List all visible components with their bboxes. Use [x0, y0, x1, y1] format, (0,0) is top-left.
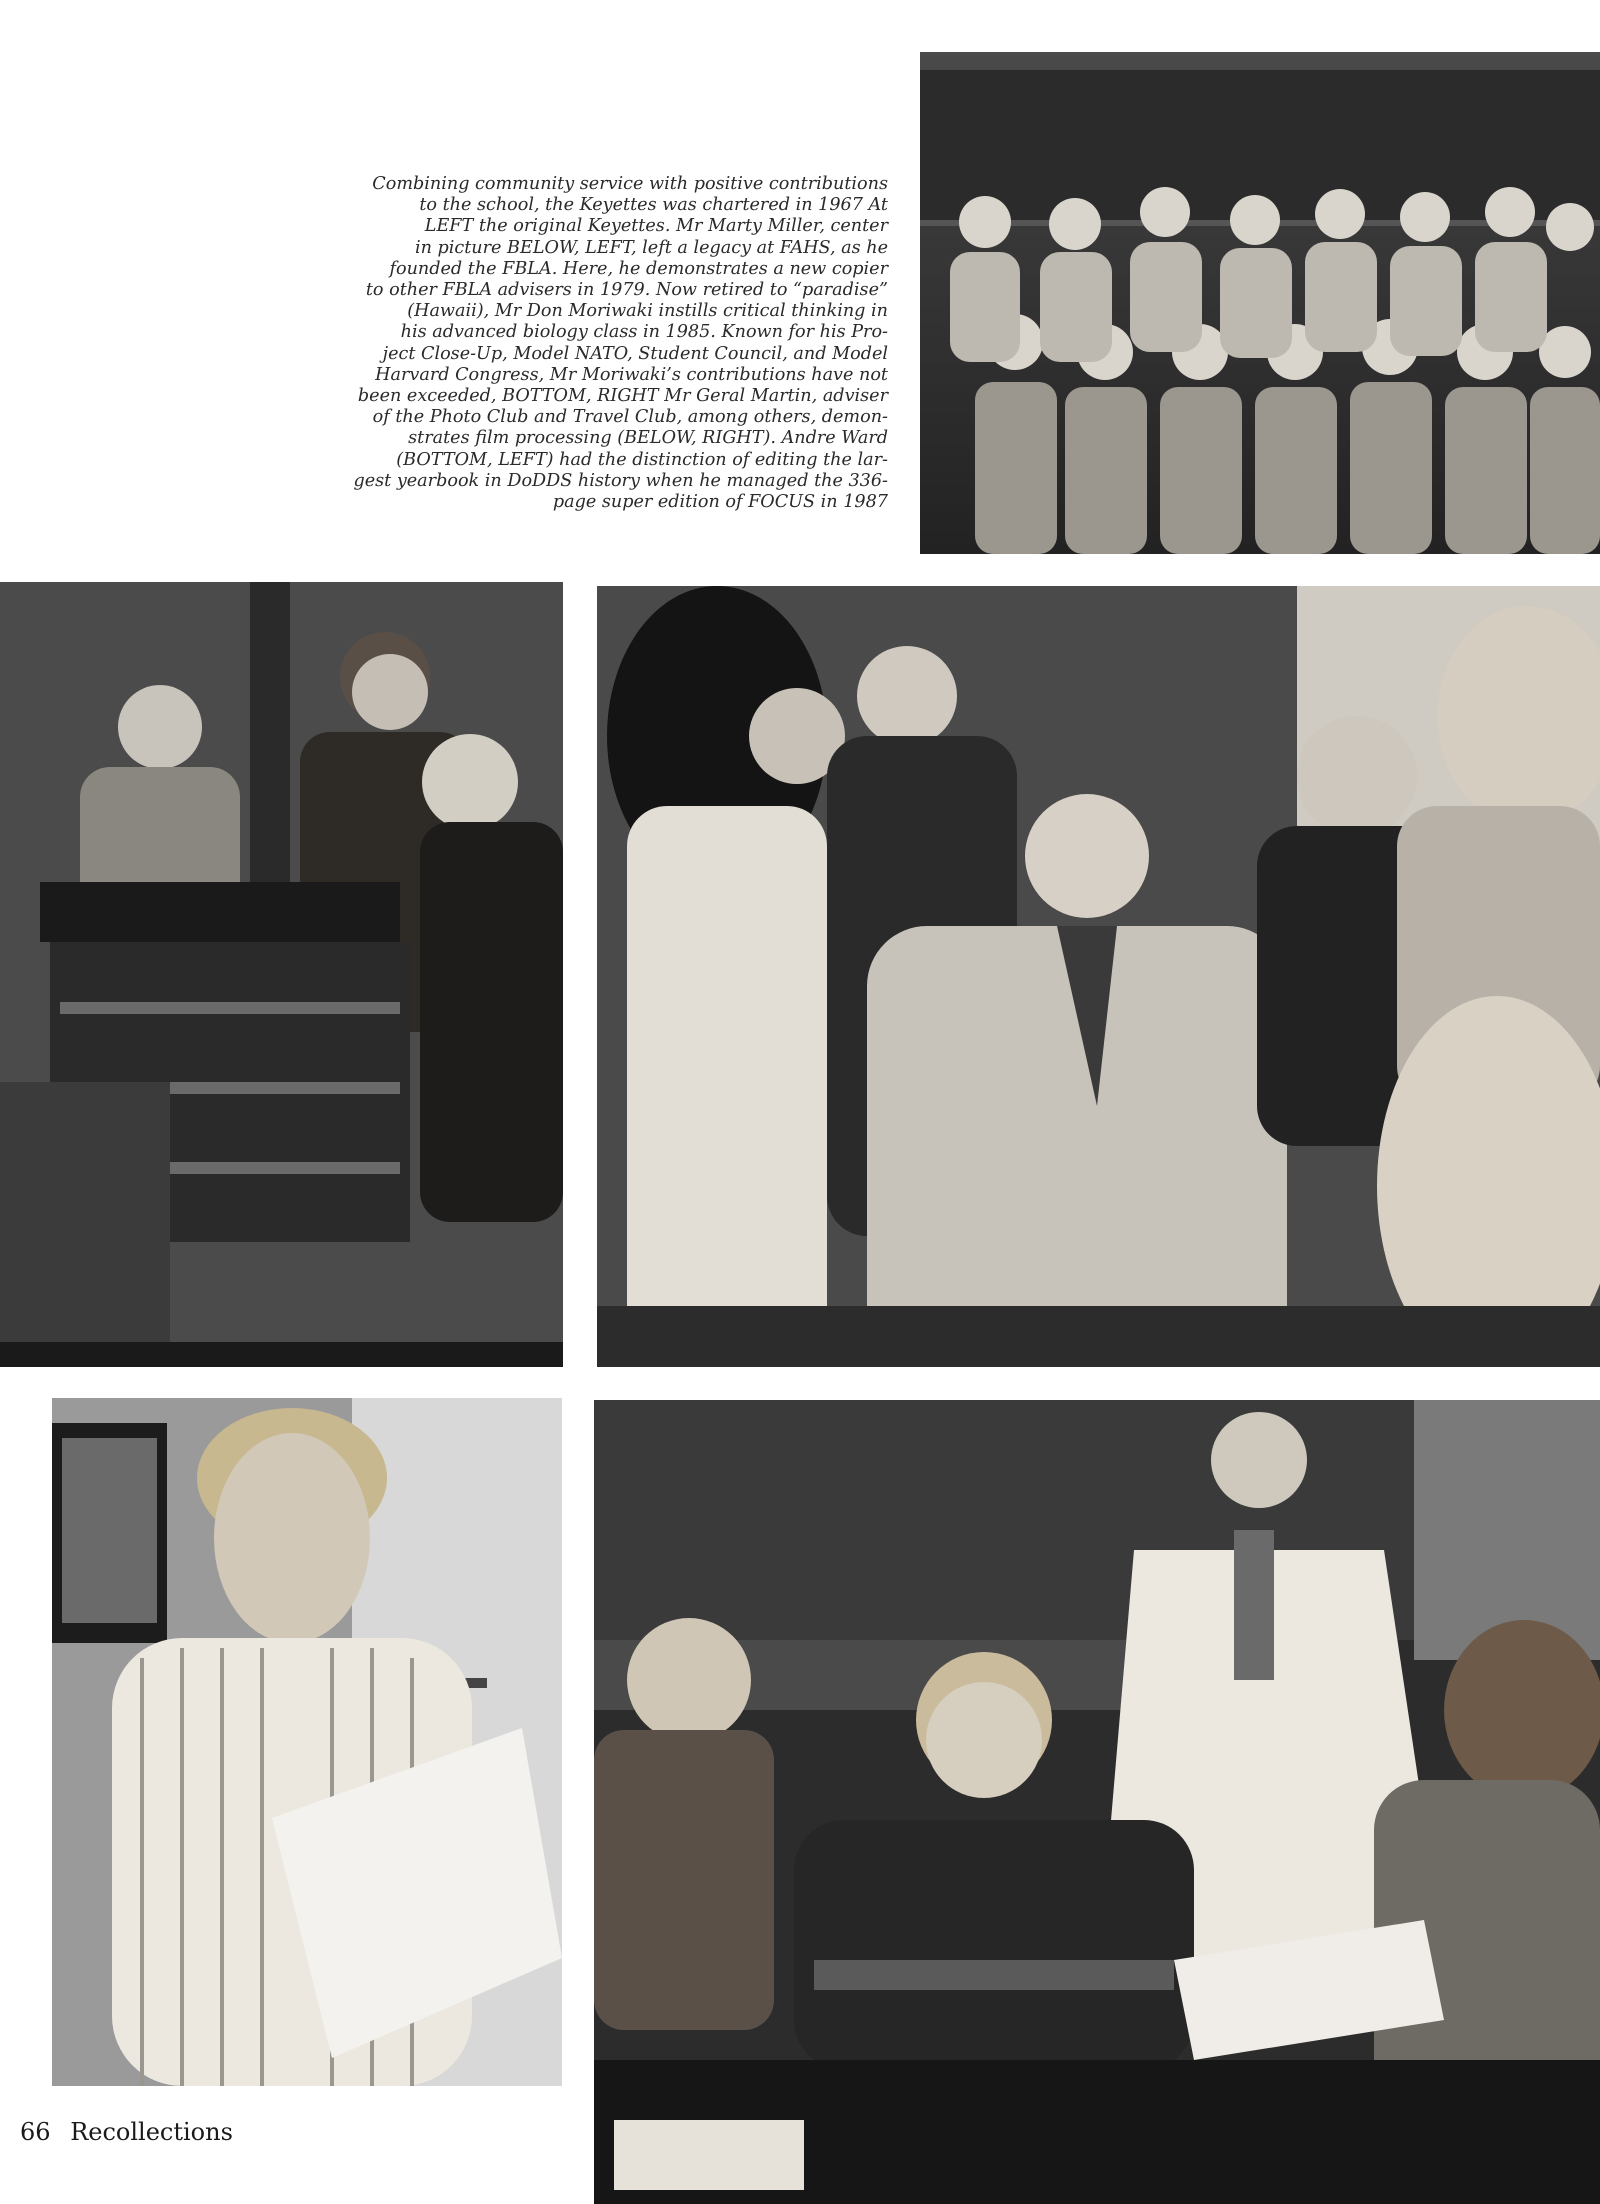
group-figures [920, 52, 1600, 554]
copier-demonstration-photo [0, 582, 563, 1367]
caption-line: strates film processing (BELOW, RIGHT). Andre Ward [408, 428, 888, 449]
caption-line: been exceeded, BOTTOM, RIGHT Mr Geral Martin, adviser [357, 386, 888, 407]
photo-caption [280, 174, 888, 513]
caption-line: page super edition of FOCUS in 1987 [552, 492, 888, 513]
film-processing-photo [597, 586, 1600, 1367]
caption-line: Combining community service with positive contributions [372, 174, 888, 194]
page-number: 66 [20, 2118, 51, 2146]
caption-line: gest yearbook in DoDDS history when he managed the 336- [353, 470, 888, 491]
section-title: Recollections [70, 2118, 233, 2146]
keyettes-group-photo [920, 52, 1600, 554]
caption-line: LEFT the original Keyettes. Mr Marty Miller, center [424, 216, 888, 237]
caption-line: of the Photo Club and Travel Club, among others, demon- [372, 407, 888, 428]
biology-class-photo [594, 1400, 1600, 2204]
caption-line: his advanced biology class in 1985. Known for his Pro- [400, 322, 888, 343]
caption-line: to the school, the Keyettes was chartered in 1967 At [419, 195, 888, 216]
caption-line: ject Close-Up, Model NATO, Student Council, and Model [382, 343, 888, 364]
caption-line: (BOTTOM, LEFT) had the distinction of editing the lar- [396, 449, 888, 470]
biology-scene [594, 1400, 1600, 2204]
copier-scene [0, 582, 563, 1367]
caption-line: founded the FBLA. Here, he demonstrates a new copier [389, 258, 888, 279]
student-portrait-photo [52, 1398, 562, 2086]
portrait-scene [52, 1398, 562, 2086]
caption-line: in picture BELOW, LEFT, left a legacy at FAHS, as he [414, 237, 888, 258]
page-footer [20, 2118, 233, 2146]
caption-line: (Hawaii), Mr Don Moriwaki instills critical thinking in [407, 301, 888, 322]
caption-line: Harvard Congress, Mr Moriwaki’s contributions have not [375, 364, 888, 385]
caption-line: to other FBLA advisers in 1979. Now retired to “paradise” [365, 280, 888, 301]
classroom-scene [597, 586, 1600, 1367]
